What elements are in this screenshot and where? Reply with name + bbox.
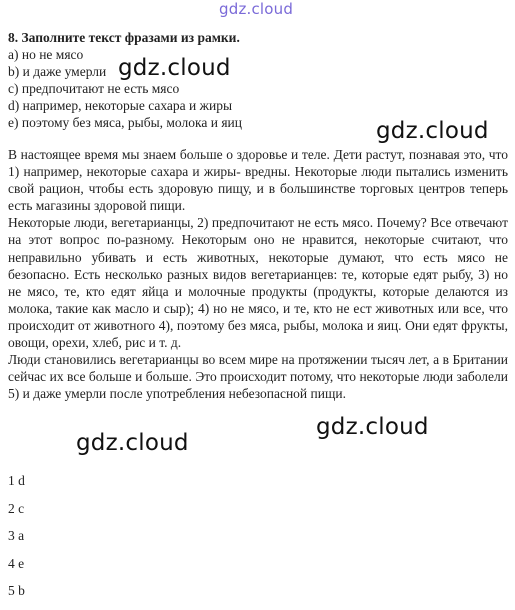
watermark: gdz.cloud [376, 118, 489, 144]
answer-item: 3 a [8, 528, 25, 543]
answer-item: 4 e [8, 555, 25, 571]
answers-list [8, 472, 108, 610]
phrase-option: c) предпочитают не есть мясо [8, 81, 180, 96]
watermark-top: gdz.cloud [219, 0, 294, 18]
passage-text [8, 146, 508, 402]
answer-item: 2 c [8, 500, 25, 516]
phrase-option: e) поэтому без мяса, рыбы, молока и яиц [8, 115, 242, 130]
phrase-option: a) но не мясо [8, 47, 84, 62]
passage-paragraph: Люди становились вегетарианцы во всем мире на протяжении тысяч лет, а в Британии сейчас их все больше и больше. Это происходит потому, что некоторые люди заболели 5) и даже умерли после употребления небезопасной пищи. [8, 352, 508, 402]
phrase-option: d) например, некоторые сахара и жиры [8, 98, 233, 113]
answer-item: 1 d [8, 473, 25, 488]
phrase-options-list [8, 46, 508, 131]
watermark: gdz.cloud [118, 55, 231, 81]
passage-paragraph: В настоящее время мы знаем больше о здоровье и теле. Дети растут, познавая это, что 1) например, некоторые сахара и жиры- вредны. Некоторые люди пытались изменить свой рацион, чтобы есть здоровую пищу, и в большинстве торговых центров теперь есть магазины здоровой пищи. [8, 147, 508, 214]
exercise-block [8, 30, 508, 131]
watermark: gdz.cloud [76, 430, 189, 456]
phrase-option: b) и даже умерли [8, 64, 107, 79]
exercise-title: 8. Заполните текст фразами из рамки. [8, 30, 240, 45]
answer-item: 5 b [8, 583, 25, 598]
watermark: gdz.cloud [316, 414, 429, 440]
passage-paragraph: Некоторые люди, вегетарианцы, 2) предпочитают не есть мясо. Почему? Все отвечают на этот вопрос по-разному. Некоторым оно не нравится, некоторые считают, что неправильно убивать и есть животных, некоторые думают, что есть мясо не безопасно. Есть несколько разных видов вегетарианцев: те, которые едят рыбу, 3) но не мясо, те, кто едят яйца и молочные продукты (продукты, которые делаются из молока, такие как масло и сыр); 4) но не мясо, и те, кто не ест животных или все, что происходит от животного 4), поэтому без мяса, рыбы, молока и яиц. Они едят фрукты, овощи, орехи, хлеб, рис и т. д. [8, 215, 508, 351]
